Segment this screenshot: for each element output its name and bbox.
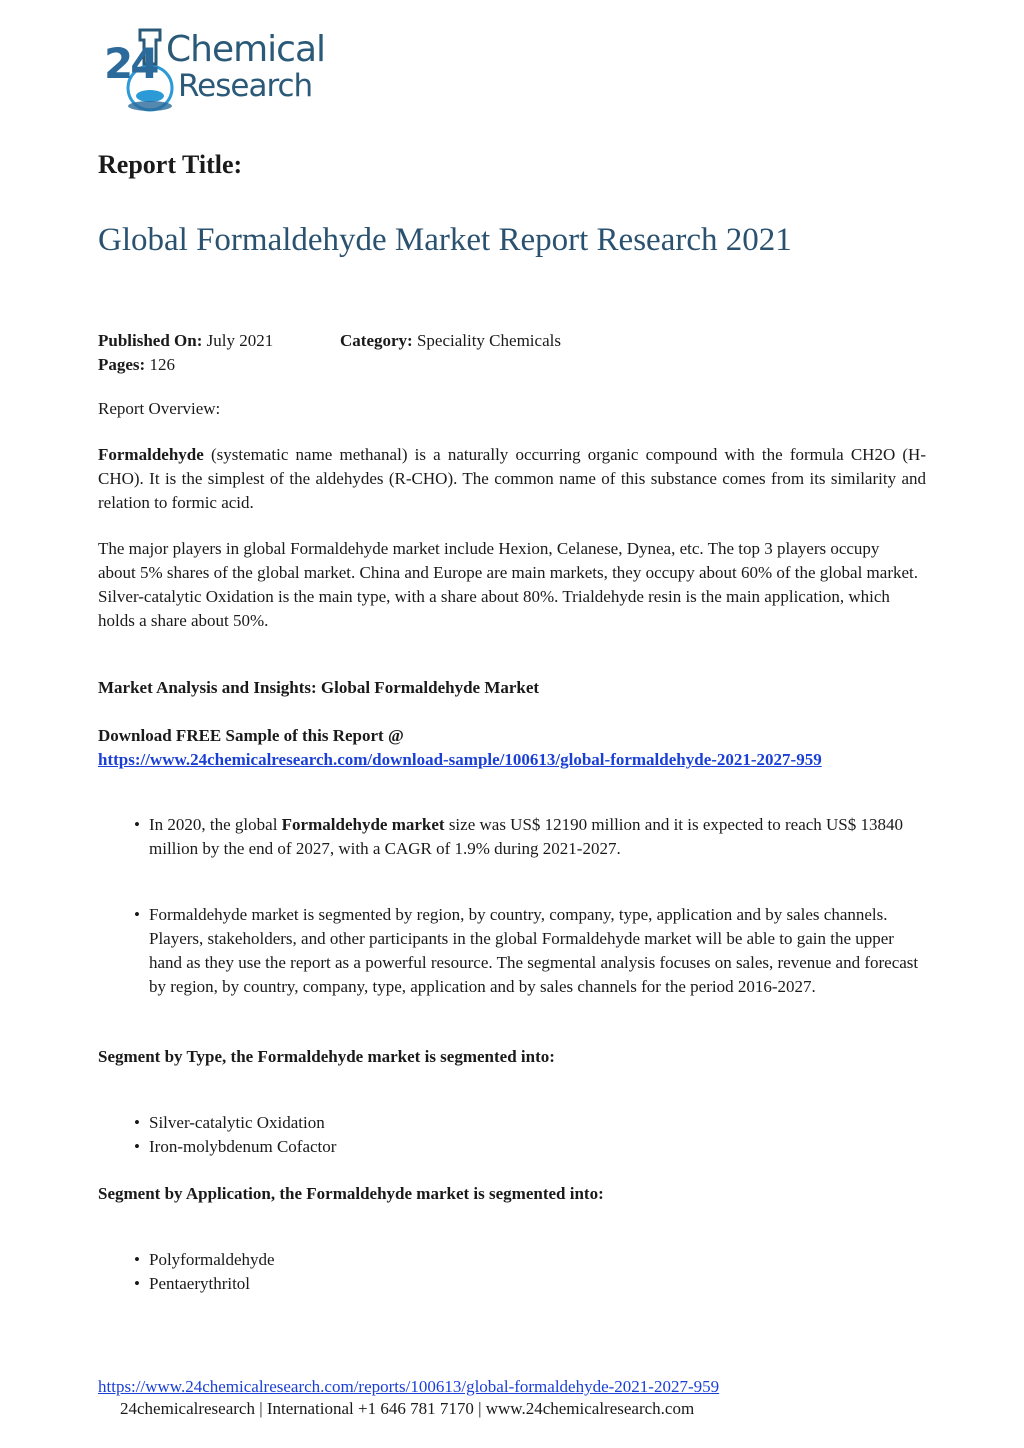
list-item: [98, 903, 926, 999]
segment-type-item: Silver-catalytic Oxidation: [149, 1113, 325, 1132]
pages-value: 126: [149, 355, 175, 374]
list-item: [98, 1248, 926, 1272]
segment-application-item: Polyformaldehyde: [149, 1250, 275, 1269]
bullet-icon: •: [134, 1250, 140, 1269]
insights-list-2: [98, 903, 926, 999]
pages-label: Pages:: [98, 355, 146, 374]
download-sample-label: Download FREE Sample of this Report @: [98, 726, 404, 745]
formaldehyde-term: Formaldehyde: [98, 445, 204, 464]
download-sample-link[interactable]: https://www.24chemicalresearch.com/download-sample/100613/global-formaldehyde-2021-2027-959: [98, 750, 822, 769]
list-item: [98, 813, 926, 861]
meta-row-pages: [98, 353, 273, 377]
report-title-label: Report Title:: [98, 150, 243, 179]
list-item: [98, 1111, 926, 1135]
market-analysis-heading: Market Analysis and Insights: Global Formaldehyde Market: [98, 678, 540, 697]
bullet-icon: •: [134, 1137, 140, 1156]
logo-word-chemical: Chemical: [166, 29, 326, 70]
published-value: July 2021: [206, 331, 274, 350]
list-item: [98, 1135, 926, 1159]
bullet-icon: •: [134, 1113, 140, 1132]
footer-contact: 24chemicalresearch | International +1 646 781 7170 | www.24chemicalresearch.com: [120, 1399, 695, 1418]
bullet-text: Formaldehyde market is segmented by region, by country, company, type, application and by sales channels. Players, stakeholders, and other participants in the global Formaldehyde market will be able to gain the upper hand as they use the report as a powerful resource. The segmental analysis focuses on sales, revenue and forecast by region, by country, company, type, application and by sales channels for the period 2016-2027.: [149, 905, 919, 996]
footer-report-link[interactable]: https://www.24chemicalresearch.com/reports/100613/global-formaldehyde-2021-2027-959: [98, 1377, 720, 1396]
bullet-text-bold: Formaldehyde market: [281, 815, 445, 834]
published-label: Published On:: [98, 331, 203, 350]
bullet-text-post: size was US$ 12190 million and it is expected to reach US$ 13840 million by the end of 2027, with a CAGR of 1.9% during 2021-2027.: [149, 815, 904, 858]
bullet-icon: •: [134, 905, 140, 924]
segment-application-item: Pentaerythritol: [149, 1274, 251, 1293]
segment-application-list: [98, 1248, 926, 1296]
category-label: Category:: [340, 331, 413, 350]
overview-paragraph-2: The major players in global Formaldehyde market include Hexion, Celanese, Dynea, etc. The top 3 players occupy about 5% shares of the global market. China and Europe are main markets, they occupy about 60% of the global market. Silver-catalytic Oxidation is the main type, with a share about 80%. Trialdehyde resin is the main application, which holds a share about 50%.: [98, 539, 918, 630]
list-item: [98, 1272, 926, 1296]
segment-type-list: [98, 1111, 926, 1159]
overview-paragraph-1: [98, 443, 926, 515]
overview-paragraph-1-text: (systematic name methanal) is a naturally occurring organic compound with the formula CH2O (H-CHO). It is the simplest of the aldehydes (R-CHO). The common name of this substance comes from its similarity and relation to formic acid.: [98, 445, 926, 512]
category-block: [340, 329, 561, 353]
segment-application-heading: Segment by Application, the Formaldehyde market is segmented into:: [98, 1184, 604, 1203]
bullet-text-pre: In 2020, the global: [149, 815, 282, 834]
category-value: Speciality Chemicals: [416, 331, 561, 350]
meta-row-published: [98, 329, 561, 353]
overview-label: Report Overview:: [98, 399, 221, 418]
logo-number: 24: [104, 39, 157, 88]
bullet-icon: •: [134, 815, 140, 834]
insights-list-1: [98, 813, 926, 861]
report-meta: [98, 329, 561, 377]
bullet-icon: •: [134, 1274, 140, 1293]
logo-word-research: Research: [178, 68, 313, 104]
segment-type-item: Iron-molybdenum Cofactor: [149, 1137, 337, 1156]
segment-type-heading: Segment by Type, the Formaldehyde market is segmented into:: [98, 1047, 555, 1066]
report-title: Global Formaldehyde Market Report Research 2021: [98, 222, 792, 258]
company-logo[interactable]: [100, 26, 330, 118]
